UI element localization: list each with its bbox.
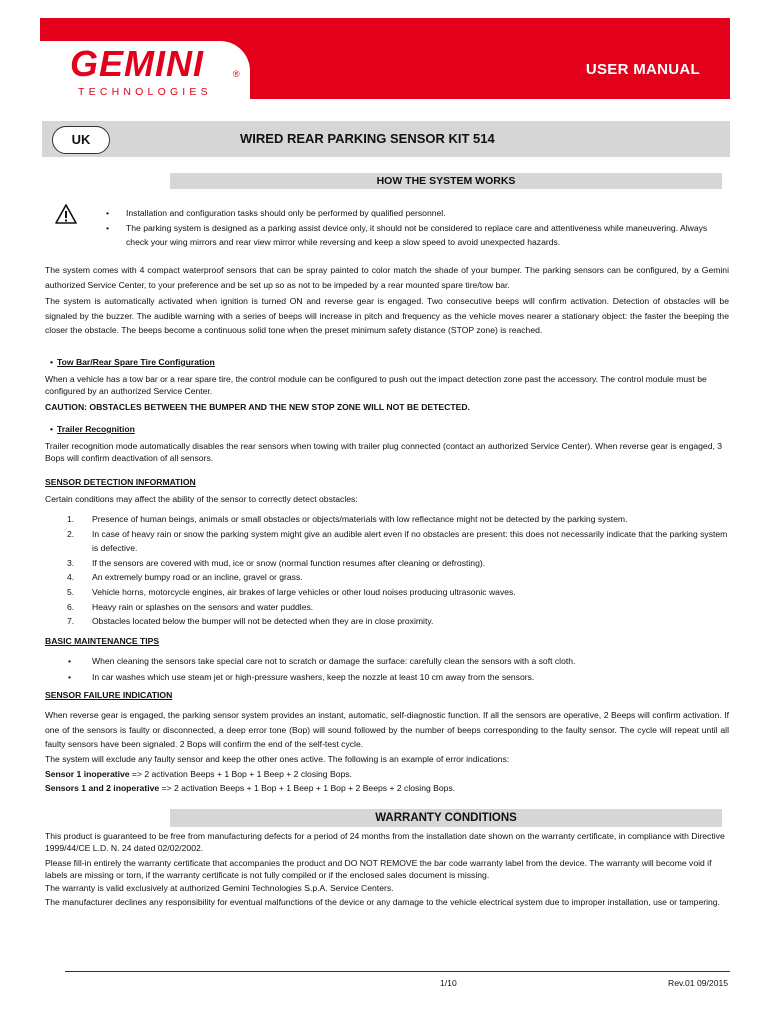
list-item: • In car washes which use steam jet or high-pressure washers, keep the nozzle at least 10 cm away from the sensors. xyxy=(64,670,730,686)
registered-mark: ® xyxy=(233,69,240,79)
safety-bullets xyxy=(102,206,730,250)
detection-list xyxy=(64,512,730,629)
list-item: • The parking system is designed as a parking assist device only, it should not be considered to replace care and attentiveness while maneuvering. Always check your wing mirrors and rear view mirror while reversing and keep a slow speed to avoid unexpected hazards. xyxy=(102,221,730,250)
error-example-1: Sensor 1 inoperative => 2 activation Beeps + 1 Bop + 1 Beep + 2 closing Bops. xyxy=(45,769,352,779)
revision-label: Rev.01 09/2015 xyxy=(668,978,729,988)
caution-text: CAUTION: OBSTACLES BETWEEN THE BUMPER AND THE NEW STOP ZONE WILL NOT BE DETECTED. xyxy=(45,402,470,412)
warranty-paragraph-2: Please fill-in entirely the warranty certificate that accompanies the product and DO NOT REMOVE the bar code warranty label from the device. The warranty will become void if labels are missing or torn, if the warranty certificate is not fully compiled or if the enclosed sales document is missing. xyxy=(45,858,712,881)
list-item: 5. Vehicle horns, motorcycle engines, air brakes of large vehicles or other loud noises producing ultrasonic waves. xyxy=(67,586,516,597)
footer-divider xyxy=(65,971,730,972)
list-item: 1. Presence of human beings, animals or small obstacles or objects/materials with low reflectance might not be detected by the parking system. xyxy=(67,514,628,524)
warning-icon xyxy=(55,204,77,224)
error-example-2: Sensors 1 and 2 inoperative => 2 activation Beeps + 1 Bop + 1 Beep + 1 Bop + 2 Beeps + 2 closing Bops. xyxy=(45,783,456,793)
section-heading-warranty: WARRANTY CONDITIONS xyxy=(170,809,722,827)
intro-paragraph: The system comes with 4 compact waterproof sensors that can be spray painted to color match the shade of your bumper. The parking sensors can be configured, by a Gemini authorized Service Center, to your preference and be set up so as not to be impeded by a rear mounted spare tire/tow bar. xyxy=(45,265,729,290)
bullet-dot: • xyxy=(50,424,54,434)
bullet-dot: • xyxy=(50,357,54,367)
section-heading-how-it-works: HOW THE SYSTEM WORKS xyxy=(170,173,722,189)
failure-example-intro: The system will exclude any faulty sensor and keep the other ones active. The following is an example of error indications: xyxy=(45,754,510,764)
tow-bar-text: When a vehicle has a tow bar or a rear spare tire, the control module can be configured to push out the impact detection zone past the accessory. The control module must be configured by an authorized Service Center. xyxy=(45,374,707,397)
brand-subtitle: TECHNOLOGIES xyxy=(78,86,212,98)
list-item: 2. In case of heavy rain or snow the parking system might give an audible alert even if no obstacles are present: this does not necessarily indicate that the parking system is defective. xyxy=(67,528,728,554)
warranty-paragraph-4: The manufacturer declines any responsibility for eventual malfunctions of the device or any damage to the vehicle electrical system due to improper installation, use or tampering. xyxy=(45,897,720,907)
warranty-paragraph-3: The warranty is valid exclusively at authorized Gemini Technologies S.p.A. Service Centers. xyxy=(45,883,394,893)
list-item: • Installation and configuration tasks should only be performed by qualified personnel. xyxy=(102,206,730,221)
failure-heading: SENSOR FAILURE INDICATION xyxy=(45,690,173,700)
page-title: WIRED REAR PARKING SENSOR KIT 514 xyxy=(240,131,495,146)
list-item: 6. Heavy rain or splashes on the sensors and water puddles. xyxy=(67,601,314,612)
failure-paragraph: When reverse gear is engaged, the parking sensor system provides an instant, automatic, self-diagnostic function. If all the sensors are operative, 2 Beeps will confirm activation. If one of the sensors is faulty or disconnected, a deep error tone (Bop) will sound followed by the number of beeps corresponding to the faulty sensor. The cycle will repeat until all faulty sensors have been signaled. 2 Bops will confirm the end of the self-test cycle. xyxy=(45,710,729,750)
tow-bar-heading: • Tow Bar/Rear Spare Tire Configuration xyxy=(50,357,215,367)
activation-paragraph: The system is automatically activated when ignition is turned ON and reverse gear is engaged. Two consecutive beeps will confirm activation. Detection of obstacles will be signaled by the buzzer. The audible warning with a series of beeps will increase in pitch and frequency as the vehicle moves nearer a stationary object: the faster the beeping the closer the obstacle. The beeps become a continuous solid tone when the preset minimum safety distance (STOP zone) is reached. xyxy=(45,296,729,336)
list-item: 7. Obstacles located below the bumper will not be detected when they are in close proximity. xyxy=(67,616,434,627)
detection-intro: Certain conditions may affect the ability of the sensor to correctly detect obstacles: xyxy=(45,494,358,504)
doc-type-label: USER MANUAL xyxy=(585,61,700,78)
brand-logo: GEMINI xyxy=(70,43,205,84)
maintenance-list xyxy=(64,654,730,685)
list-item: • When cleaning the sensors take special care not to scratch or damage the surface: carefully clean the sensors with a soft cloth. xyxy=(64,654,730,670)
trailer-text: Trailer recognition mode automatically disables the rear sensors when towing with trailer plug connected (contact an authorized Service Center). When reverse gear is engaged, 3 Bops will confirm deactivation of all sensors. xyxy=(45,441,723,464)
trailer-heading: • Trailer Recognition xyxy=(50,424,135,434)
list-item: 4. An extremely bumpy road or an incline, gravel or grass. xyxy=(67,572,303,583)
warranty-paragraph-1: This product is guaranteed to be free from manufacturing defects for a period of 24 months from the installation date shown on the warranty certificate, in compliance with Directive 1999/44/CE L.D. N. 24 dated 02/02/2002. xyxy=(45,831,725,854)
page-number: 1/10 xyxy=(440,978,457,988)
maintenance-heading: BASIC MAINTENANCE TIPS xyxy=(45,636,160,646)
detection-heading: SENSOR DETECTION INFORMATION xyxy=(45,477,196,487)
list-item: 3. If the sensors are covered with mud, ice or snow (normal function resumes after cleaning or defrosting). xyxy=(67,557,486,568)
language-badge: UK xyxy=(52,126,110,154)
